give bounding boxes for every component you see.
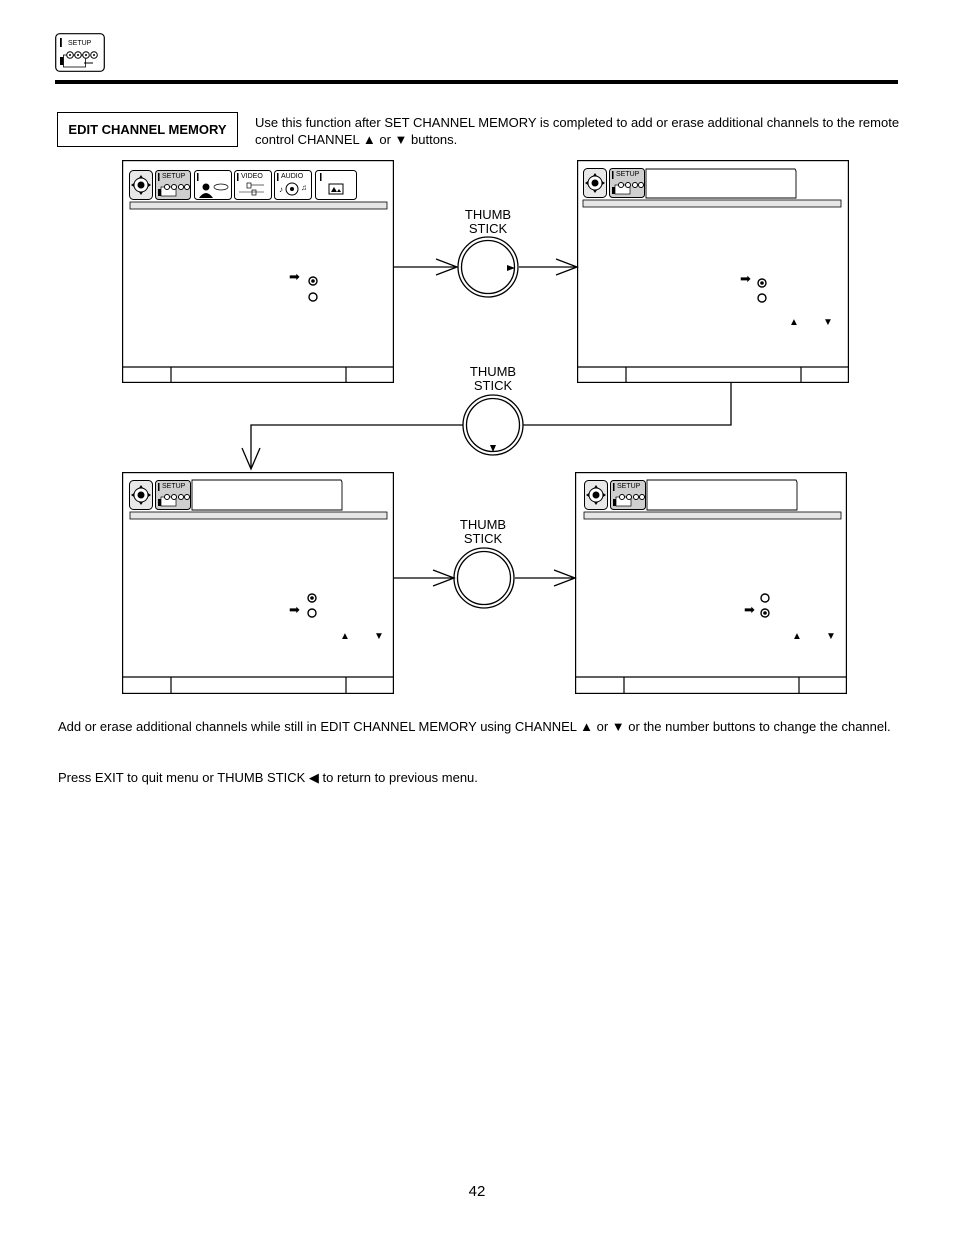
channel-down-icon: ▼ (826, 631, 836, 642)
section-intro: Use this function after SET CHANNEL MEMORY is completed to add or erase additional channels to the remote control CHANNEL ▲ or ▼ buttons. (255, 115, 900, 147)
thumb-stick-label-2: THUMB STICK (469, 364, 517, 393)
pointer-arrow-icon: ➡ (289, 269, 300, 284)
tab-setup-label: SETUP (162, 483, 186, 490)
page-number: 42 (468, 1183, 486, 1200)
pointer-arrow-icon: ➡ (289, 602, 300, 617)
svg-text:SETUP: SETUP (68, 40, 92, 47)
channel-up-icon: ▲ (792, 631, 802, 642)
tab-setup-label: SETUP (616, 171, 640, 178)
svg-text:♫: ♫ (301, 183, 307, 192)
section-title: EDIT CHANNEL MEMORY (68, 122, 227, 137)
body-paragraph-1: Add or erase additional channels while still in EDIT CHANNEL MEMORY using CHANNEL ▲ or ▼ or the number buttons to change the channel. (58, 719, 891, 734)
pointer-arrow-icon: ➡ (740, 271, 751, 286)
thumb-stick-label-1: THUMB STICK (464, 207, 512, 236)
channel-up-icon: ▲ (789, 317, 799, 328)
pointer-arrow-icon: ➡ (744, 602, 755, 617)
thumb-stick-label-3: THUMB STICK (459, 517, 507, 546)
channel-down-icon: ▼ (823, 317, 833, 328)
tab-setup-label: SETUP (617, 483, 641, 490)
tab-video-label: VIDEO (241, 173, 263, 180)
channel-up-icon: ▲ (340, 631, 350, 642)
tab-audio-label: AUDIO (281, 173, 304, 180)
body-paragraph-2: Press EXIT to quit menu or THUMB STICK ◀ to return to previous menu. (58, 770, 478, 785)
tab-setup-label: SETUP (162, 173, 186, 180)
svg-text:♪: ♪ (279, 185, 283, 194)
channel-down-icon: ▼ (374, 631, 384, 642)
